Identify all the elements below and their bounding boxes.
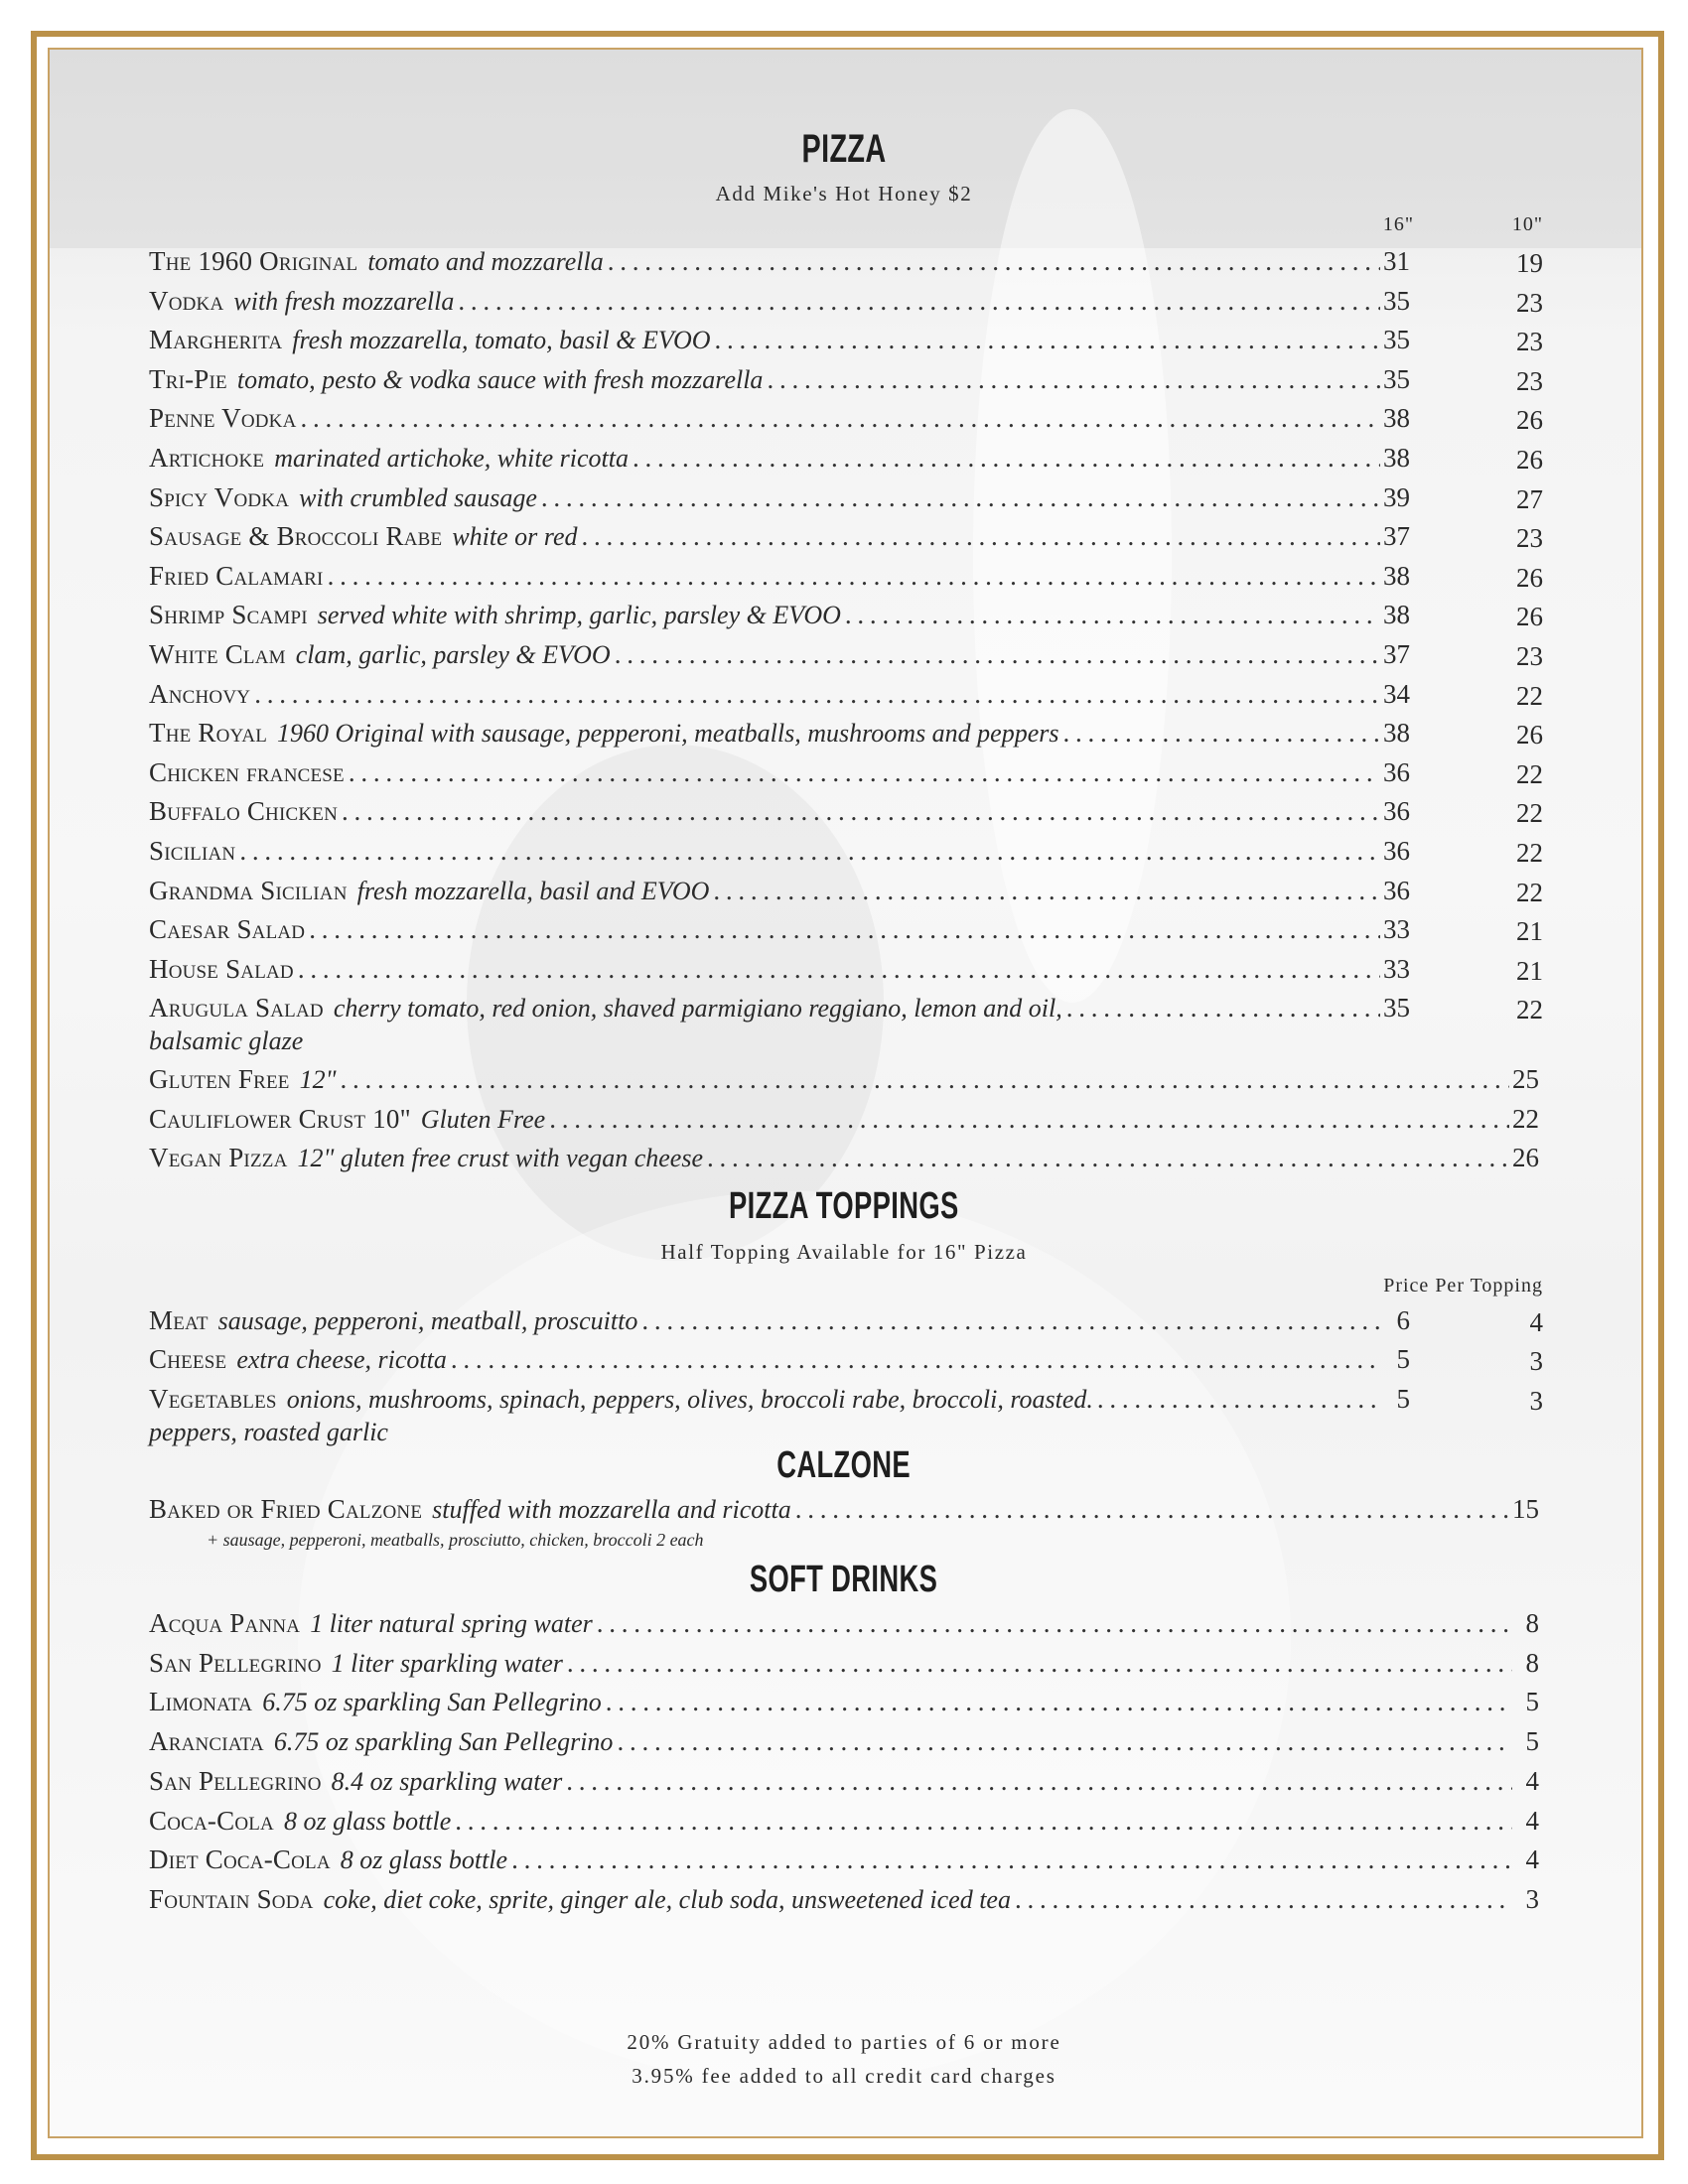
price-10-inch: 22 (1516, 995, 1543, 1025)
dot-leader (309, 914, 1380, 945)
dot-leader (341, 1064, 1509, 1095)
price-16-inch: 38 (1383, 403, 1410, 434)
column-header-16-inch: 16" (1382, 213, 1414, 235)
item-description: marinated artichoke, white ricotta (274, 444, 629, 473)
item-name: Spicy Vodka (149, 481, 290, 512)
item-name: Artichoke (149, 443, 265, 473)
menu-item (149, 286, 1410, 320)
item-description: fresh mozzarella, basil and EVOO (356, 876, 710, 905)
item-name: House Salad (149, 953, 294, 984)
price-10-inch: 22 (1516, 680, 1543, 711)
item-description-continued: peppers, roasted garlic (149, 1417, 388, 1446)
toppings-section-title: PIZZA TOPPINGS (729, 1185, 959, 1227)
item-description: extra cheese, ricotta (236, 1345, 447, 1375)
toppings-subtitle: Half Topping Available for 16" Pizza (660, 1240, 1028, 1264)
item-price: 3 (1525, 1883, 1539, 1914)
price-10-inch: 26 (1516, 602, 1543, 632)
price-16-inch: 38 (1383, 718, 1410, 749)
price-10-inch: 22 (1516, 798, 1543, 829)
dot-leader (239, 836, 1380, 867)
item-name: Chicken francese (149, 756, 345, 787)
item-description: 1 liter sparkling water (331, 1648, 563, 1678)
dot-leader (567, 1648, 1512, 1679)
menu-item (149, 1305, 1410, 1339)
dot-leader (633, 443, 1380, 474)
item-description: tomato, pesto & vodka sauce with fresh mozzarella (236, 364, 764, 394)
item-name: Gluten Free (149, 1064, 290, 1094)
item-description: cherry tomato, red onion, shaved parmigiano reggiano, lemon and oil, (333, 994, 1062, 1024)
menu-item (149, 600, 1410, 633)
price-10-inch: 3 (1529, 1385, 1543, 1416)
price-16-inch: 35 (1383, 325, 1410, 355)
dot-leader (615, 639, 1380, 670)
pizza-subtitle: Add Mike's Hot Honey $2 (715, 182, 973, 205)
item-price: 22 (1512, 1103, 1539, 1134)
item-name: Arugula Salad (149, 993, 324, 1024)
price-10-inch: 21 (1516, 955, 1543, 986)
item-name: Meat (149, 1305, 209, 1335)
item-price: 8 (1525, 1608, 1539, 1638)
price-16-inch: 33 (1383, 914, 1410, 945)
menu-item (149, 914, 1410, 948)
price-16-inch: 38 (1383, 560, 1410, 591)
dot-leader (549, 1104, 1509, 1135)
item-description: onions, mushrooms, spinach, peppers, olives, broccoli rabe, broccoli, roasted. (286, 1384, 1093, 1414)
item-description: 8 oz glass bottle (340, 1845, 508, 1875)
price-16-inch: 37 (1383, 639, 1410, 669)
item-name: Vegetables (149, 1383, 277, 1414)
item-name: San Pellegrino (149, 1765, 322, 1796)
price-10-inch: 27 (1516, 483, 1543, 514)
calzone-item (149, 1494, 1539, 1528)
menu-item (149, 1806, 1539, 1840)
menu-item (149, 796, 1410, 830)
item-name: Baked or Fried Calzone (149, 1494, 423, 1524)
item-name: Vodka (149, 285, 224, 316)
item-description: 12" gluten free crust with vegan cheese (297, 1144, 704, 1173)
menu-item (149, 482, 1410, 516)
item-name: Cauliflower Crust 10" (149, 1103, 411, 1134)
price-16-inch: 37 (1383, 521, 1410, 552)
menu-item (149, 325, 1410, 358)
dot-leader (608, 246, 1380, 277)
item-name: Buffalo Chicken (149, 796, 339, 827)
dot-leader (581, 521, 1380, 552)
drinks-section-title: SOFT DRINKS (750, 1559, 938, 1600)
menu-item (149, 876, 1410, 909)
item-description: 12" (299, 1065, 337, 1094)
price-16-inch: 36 (1383, 756, 1410, 787)
dot-leader (1015, 1884, 1512, 1915)
menu-item (149, 1648, 1539, 1682)
item-name: Sicilian (149, 836, 236, 866)
dot-leader (795, 1494, 1509, 1525)
item-description: tomato and mozzarella (367, 247, 604, 276)
menu-item (149, 1143, 1539, 1176)
item-name: Diet Coca-Cola (149, 1844, 331, 1875)
menu-item (149, 1844, 1539, 1878)
price-per-topping-header: Price Per Topping (1383, 1275, 1543, 1297)
item-price: 4 (1525, 1805, 1539, 1836)
item-description: 6.75 oz sparkling San Pellegrino (262, 1688, 602, 1717)
item-name: Cheese (149, 1344, 227, 1375)
price-10-inch: 23 (1516, 287, 1543, 318)
item-name: Sausage & Broccoli Rabe (149, 521, 443, 552)
item-description-continued: balsamic glaze (149, 1026, 304, 1056)
item-description: 1 liter natural spring water (310, 1609, 593, 1638)
dot-leader (349, 757, 1380, 788)
dot-leader (566, 1766, 1512, 1797)
price-10-inch: 21 (1516, 916, 1543, 947)
menu-item (149, 1884, 1539, 1918)
item-price: 8 (1525, 1647, 1539, 1678)
item-description: sausage, pepperoni, meatball, proscuitto (217, 1306, 638, 1335)
column-header-10-inch: 10" (1511, 213, 1543, 235)
price-10-inch: 23 (1516, 327, 1543, 357)
dot-leader (541, 482, 1380, 513)
item-name: Penne Vodka (149, 403, 297, 434)
dot-leader (298, 954, 1380, 985)
item-name: White Clam (149, 639, 286, 669)
calzone-section-title: CALZONE (776, 1444, 912, 1486)
menu-item (149, 364, 1410, 398)
dot-leader (617, 1726, 1512, 1757)
pizza-section-title: PIZZA (801, 127, 887, 171)
item-name: The 1960 Original (149, 246, 358, 276)
dot-leader (254, 679, 1380, 710)
item-name: Acqua Panna (149, 1608, 301, 1638)
price-10-inch: 4 (1529, 1307, 1543, 1337)
price-10-inch: 26 (1516, 445, 1543, 475)
menu-item (149, 1687, 1539, 1720)
price-10-inch: 22 (1516, 838, 1543, 868)
price-16-inch: 38 (1383, 443, 1410, 473)
price-16-inch: 36 (1383, 875, 1410, 905)
price-10-inch: 26 (1516, 405, 1543, 436)
dot-leader (1097, 1384, 1383, 1415)
item-description: coke, diet coke, sprite, ginger ale, club soda, unsweetened iced tea (323, 1884, 1011, 1914)
item-description: stuffed with mozzarella and ricotta (432, 1495, 791, 1524)
menu-item (149, 1726, 1539, 1760)
dot-leader (301, 403, 1380, 434)
menu-item (149, 836, 1410, 870)
menu-item (149, 443, 1410, 477)
price-10-inch: 23 (1516, 365, 1543, 396)
price-16-inch: 5 (1396, 1344, 1410, 1375)
gratuity-note: 20% Gratuity added to parties of 6 or more (627, 2030, 1061, 2054)
menu-item (149, 757, 1410, 791)
item-name: Margherita (149, 325, 283, 355)
price-10-inch: 23 (1516, 641, 1543, 671)
dot-leader (713, 876, 1380, 906)
item-name: Anchovy (149, 678, 251, 709)
price-16-inch: 34 (1383, 678, 1410, 709)
dot-leader (1066, 993, 1380, 1024)
price-16-inch: 33 (1383, 953, 1410, 984)
dot-leader (707, 1143, 1509, 1173)
item-price: 5 (1525, 1726, 1539, 1757)
credit-card-fee-note: 3.95% fee added to all credit card charges (632, 2064, 1056, 2088)
dot-leader (328, 561, 1380, 592)
menu-item (149, 1384, 1410, 1418)
menu-item (149, 1344, 1410, 1378)
menu-item (149, 246, 1410, 280)
price-16-inch: 39 (1383, 481, 1410, 512)
item-name: Grandma Sicilian (149, 875, 348, 905)
dot-leader (342, 796, 1380, 827)
item-name: San Pellegrino (149, 1647, 322, 1678)
dot-leader (458, 286, 1380, 317)
item-description: with fresh mozzarella (233, 286, 455, 316)
price-16-inch: 38 (1383, 600, 1410, 630)
item-description: served white with shrimp, garlic, parsley & EVOO (317, 601, 841, 630)
item-name: The Royal (149, 718, 268, 749)
menu-item (149, 639, 1410, 673)
price-10-inch: 19 (1516, 248, 1543, 278)
menu-item (149, 1104, 1539, 1138)
dot-leader (451, 1344, 1383, 1375)
item-name: Coca-Cola (149, 1805, 274, 1836)
item-price: 25 (1512, 1064, 1539, 1094)
menu-item (149, 1608, 1539, 1642)
item-price: 4 (1525, 1765, 1539, 1796)
item-description: clam, garlic, parsley & EVOO (295, 640, 611, 669)
menu-item (149, 679, 1410, 713)
price-16-inch: 36 (1383, 796, 1410, 827)
item-price: 4 (1525, 1844, 1539, 1875)
menu-item (149, 521, 1410, 555)
price-16-inch: 5 (1396, 1383, 1410, 1414)
item-description: 6.75 oz sparkling San Pellegrino (273, 1727, 614, 1757)
dot-leader (845, 600, 1380, 630)
price-10-inch: 3 (1529, 1346, 1543, 1377)
item-name: Shrimp Scampi (149, 600, 308, 630)
item-price: 5 (1525, 1687, 1539, 1717)
calzone-addon-note: + sausage, pepperoni, meatballs, prosciutto, chicken, broccoli 2 each (207, 1530, 704, 1550)
price-10-inch: 26 (1516, 562, 1543, 593)
price-16-inch: 35 (1383, 363, 1410, 394)
item-name: Aranciata (149, 1726, 264, 1757)
item-name: Vegan Pizza (149, 1143, 288, 1173)
menu-item (149, 1766, 1539, 1800)
dot-leader (511, 1844, 1512, 1875)
dot-leader (1063, 718, 1381, 749)
item-price: 15 (1512, 1494, 1539, 1524)
item-description: 8.4 oz sparkling water (331, 1766, 563, 1796)
item-description: 1960 Original with sausage, pepperoni, meatballs, mushrooms and peppers (277, 719, 1059, 749)
dot-leader (641, 1305, 1383, 1336)
item-description: with crumbled sausage (299, 482, 537, 512)
dot-leader (767, 364, 1380, 395)
item-name: Tri-Pie (149, 363, 227, 394)
item-price: 26 (1512, 1143, 1539, 1173)
dot-leader (597, 1608, 1512, 1639)
price-10-inch: 26 (1516, 720, 1543, 751)
menu-item (149, 993, 1410, 1026)
price-10-inch: 22 (1516, 877, 1543, 907)
price-16-inch: 6 (1396, 1305, 1410, 1335)
item-name: Fried Calamari (149, 560, 324, 591)
item-description: white or red (452, 522, 578, 552)
item-description: 8 oz glass bottle (283, 1806, 452, 1836)
menu-item (149, 718, 1410, 751)
price-16-inch: 35 (1383, 285, 1410, 316)
dot-leader (715, 325, 1380, 355)
dot-leader (455, 1806, 1512, 1837)
item-name: Fountain Soda (149, 1883, 314, 1914)
price-16-inch: 35 (1383, 993, 1410, 1024)
item-name: Caesar Salad (149, 914, 306, 945)
menu-item (149, 403, 1410, 437)
price-16-inch: 36 (1383, 836, 1410, 866)
menu-item (149, 954, 1410, 988)
item-description: fresh mozzarella, tomato, basil & EVOO (292, 326, 711, 355)
menu-item (149, 561, 1410, 595)
price-10-inch: 22 (1516, 758, 1543, 789)
price-10-inch: 23 (1516, 523, 1543, 554)
item-description: Gluten Free (420, 1104, 546, 1134)
menu-item (149, 1064, 1539, 1098)
dot-leader (606, 1687, 1512, 1717)
price-16-inch: 31 (1383, 246, 1410, 276)
item-name: Limonata (149, 1687, 253, 1717)
